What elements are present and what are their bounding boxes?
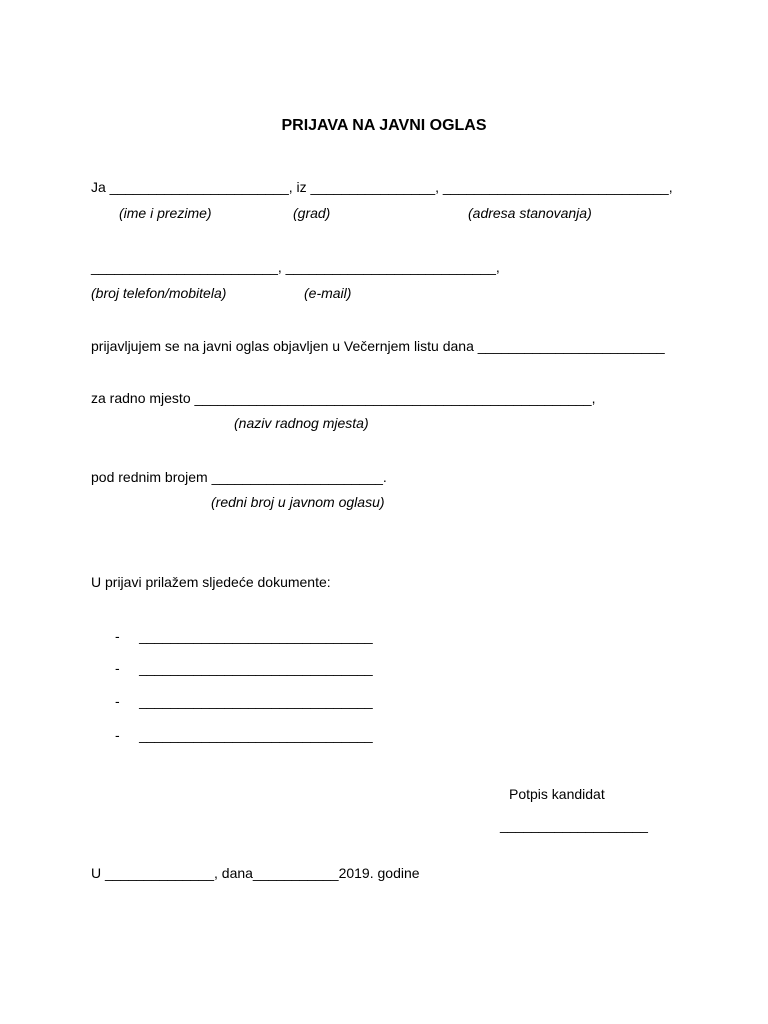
list-item: - ______________________________ bbox=[115, 693, 373, 709]
list-item: - ______________________________ bbox=[115, 628, 373, 644]
line-name-city-address: Ja _______________________, iz ________________, _____________________________, bbox=[91, 179, 673, 195]
footer-place-date: U ______________, dana___________2019. godine bbox=[91, 865, 420, 881]
hint-city: (grad) bbox=[293, 205, 331, 221]
hint-email: (e-mail) bbox=[304, 285, 352, 301]
hint-position: (naziv radnog mjesta) bbox=[234, 415, 369, 431]
form-title: PRIJAVA NA JAVNI OGLAS bbox=[281, 117, 487, 134]
line-phone-email: ________________________, ___________________________, bbox=[91, 259, 500, 275]
signature-line: ___________________ bbox=[500, 817, 648, 833]
hint-phone: (broj telefon/mobitela) bbox=[91, 285, 227, 301]
hint-number: (redni broj u javnom oglasu) bbox=[211, 494, 385, 510]
attachments-label: U prijavi prilažem sljedeće dokumente: bbox=[91, 574, 331, 590]
line-application-date: prijavljujem se na javni oglas objavljen u Večernjem listu dana ________________________ bbox=[91, 338, 665, 354]
list-item: - ______________________________ bbox=[115, 660, 373, 676]
hint-name: (ime i prezime) bbox=[119, 205, 212, 221]
hint-address: (adresa stanovanja) bbox=[468, 205, 592, 221]
line-number: pod rednim brojem ______________________. bbox=[91, 469, 387, 485]
line-position: za radno mjesto ___________________________________________________, bbox=[91, 390, 596, 406]
list-item: - ______________________________ bbox=[115, 727, 373, 743]
signature-label: Potpis kandidat bbox=[509, 786, 605, 802]
